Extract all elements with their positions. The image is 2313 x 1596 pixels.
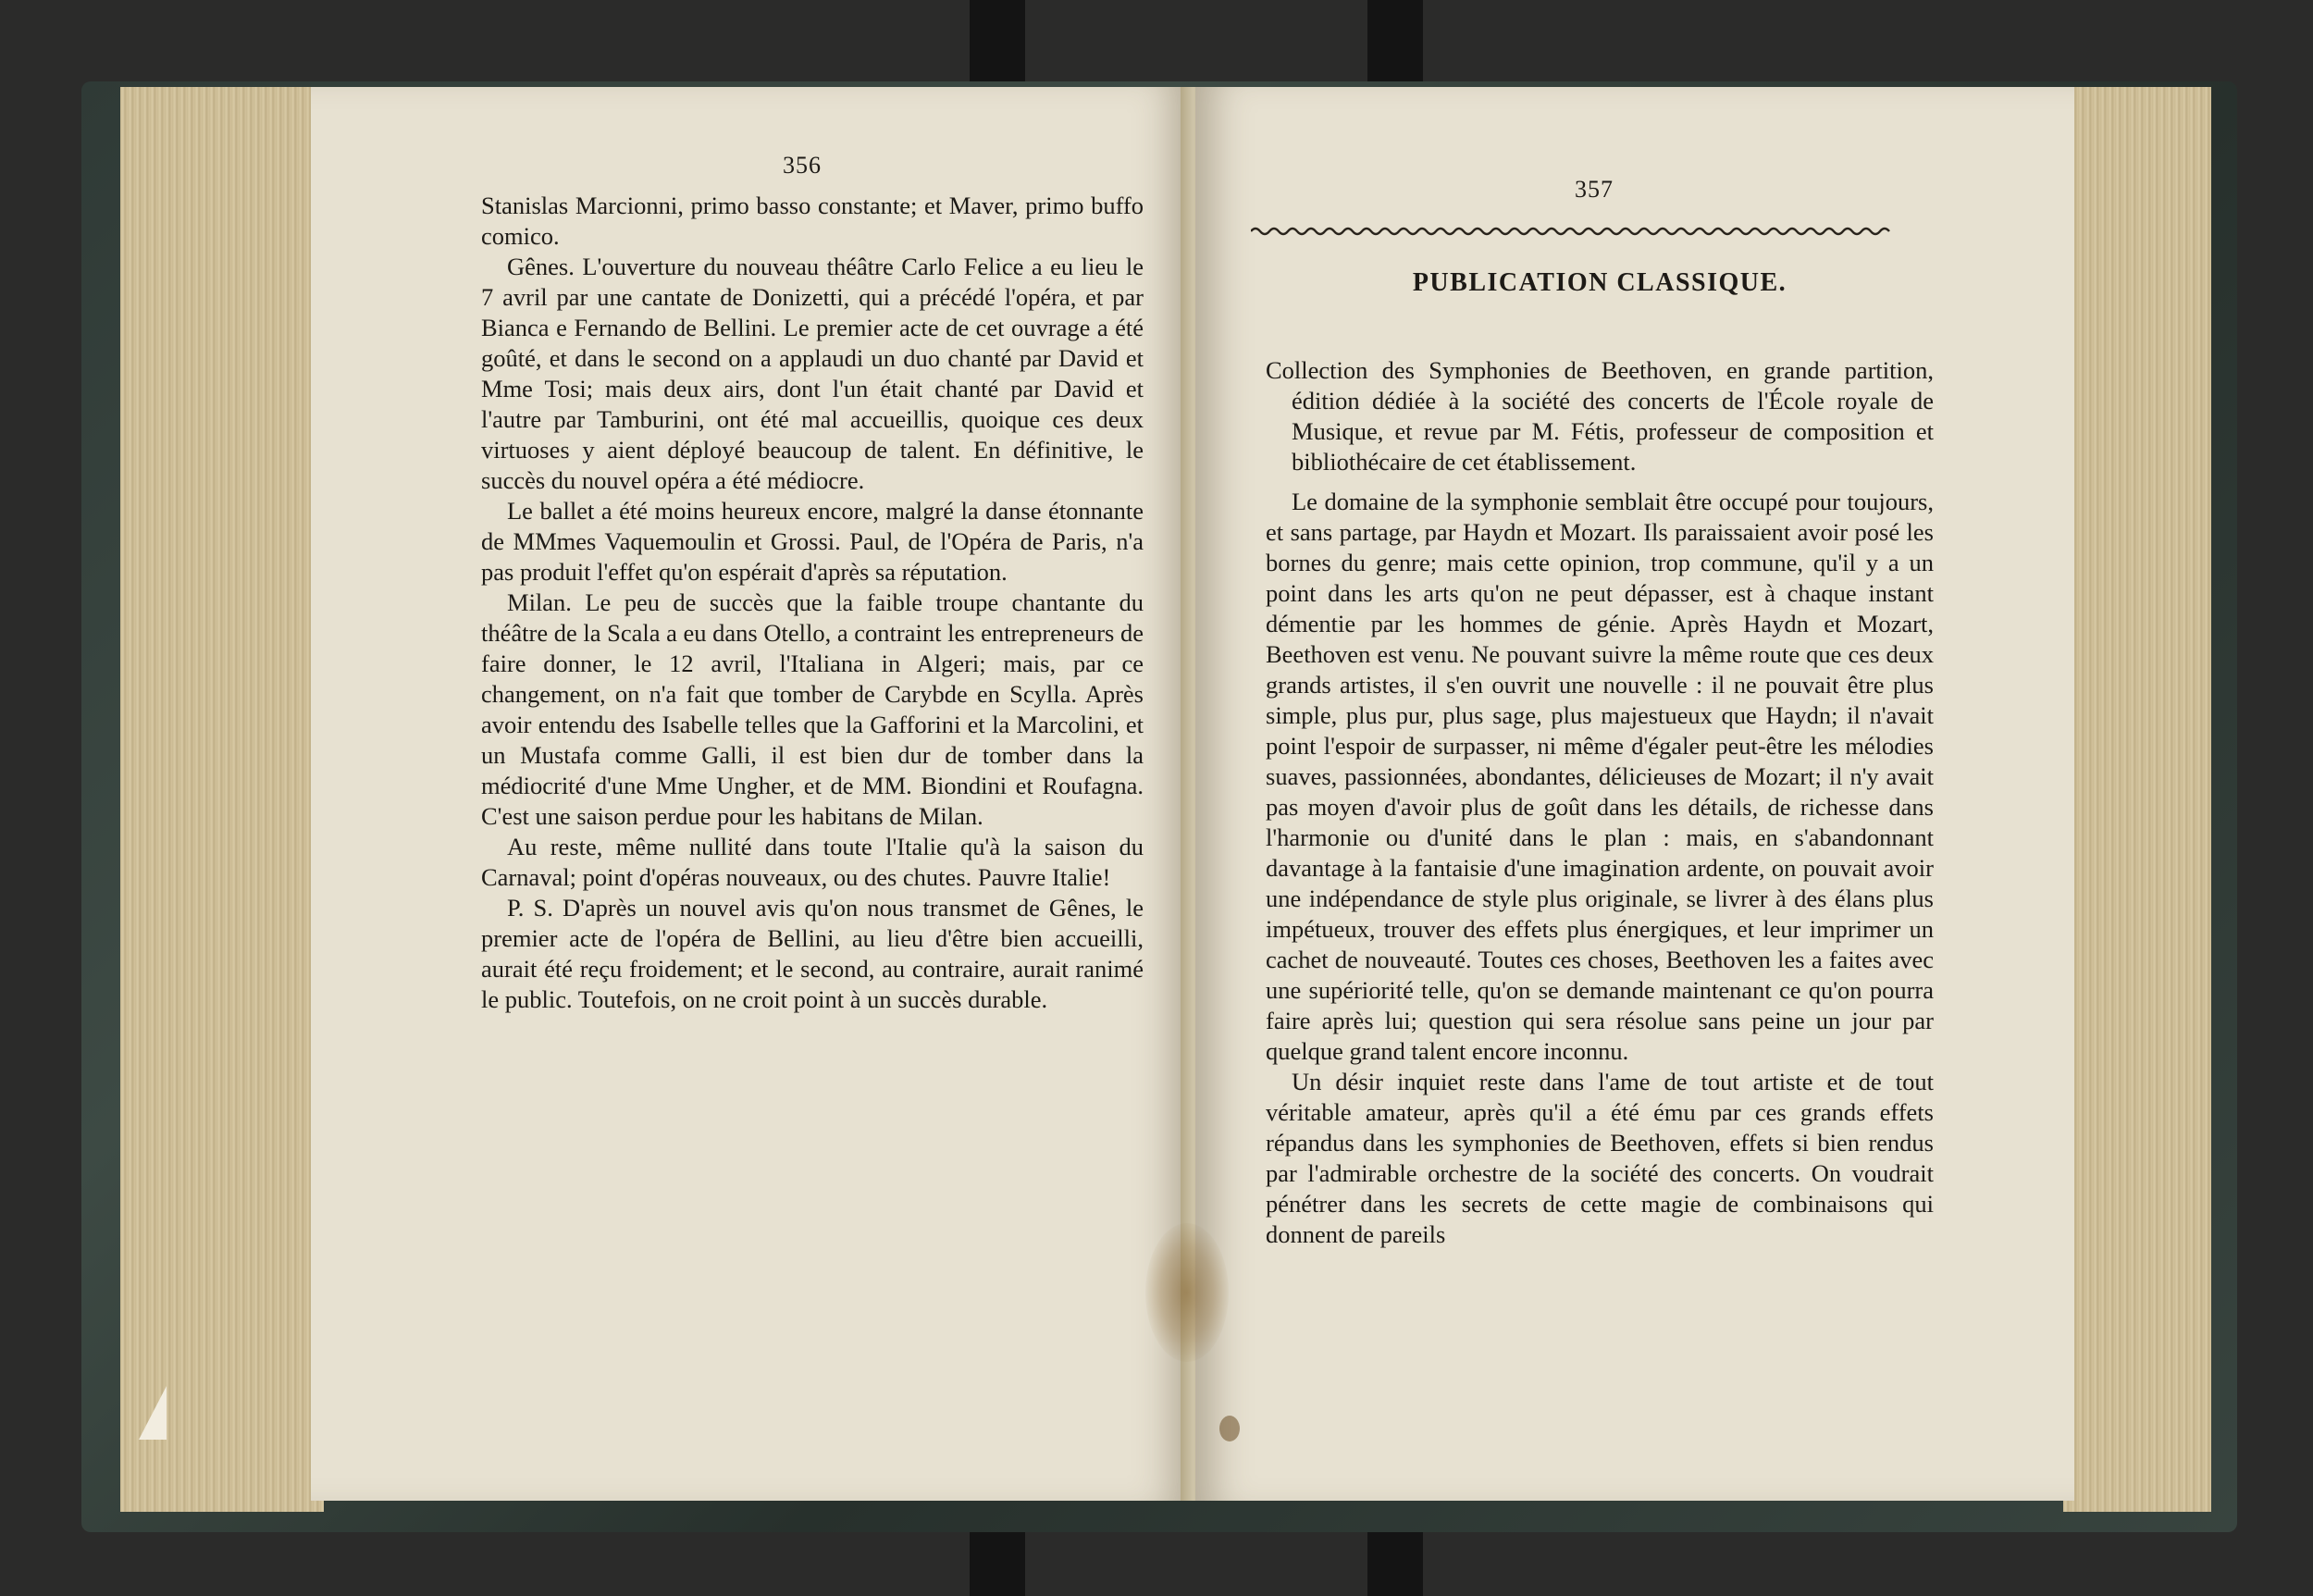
left-paragraph: Gênes. L'ouverture du nouveau théâtre Carlo Felice a eu lieu le 7 avril par une cantate de Donizetti, qui a précédé l'opéra, et par Bianca e Fernando de Bellini. Le premier acte de cet ouvrage a été goûté, et dans le second on a applaudi un duo chanté par David et Mme Tosi; mais deux airs, dont l'un était chanté par David et l'autre par Tamburini, ont été mal accueillis, quoique ces deux virtuoses y aient déployé beaucoup de talent. En définitive, le succès du nouvel opéra a été médiocre.: [481, 253, 1144, 494]
left-paragraph: Stanislas Marcionni, primo basso constante; et Maver, primo buffo comico.: [481, 192, 1144, 250]
right-paragraph: Un désir inquiet reste dans l'ame de tout artiste et de tout véritable amateur, après qu'il a été ému par ces grands effets répandus dans les symphonies de Beethoven, effets si bien rendus par l'admirable orchestre de la société des concerts. On voudrait pénétrer dans les secrets de cette magie de combinaisons qui donnent de pareils: [1266, 1068, 1934, 1248]
right-page-edges: [2063, 87, 2211, 1512]
left-page-number: 356: [783, 152, 822, 179]
water-stain-spot: [1219, 1416, 1240, 1441]
water-stain: [1145, 1223, 1229, 1362]
left-paragraph: Au reste, même nullité dans toute l'Italie qu'à la saison du Carnaval; point d'opéras nouveaux, ou des chutes. Pauvre Italie!: [481, 833, 1144, 891]
right-page: [1195, 87, 2074, 1501]
right-page-number: 357: [1575, 176, 1614, 203]
left-paragraph: P. S. D'après un nouvel avis qu'on nous transmet de Gênes, le premier acte de l'opéra de Bellini, au lieu d'être bien accueilli, aurait été reçu froidement; et le second, au contraire, aurait ranimé le public. Toutefois, on ne croit point à un succès durable.: [481, 894, 1144, 1013]
right-body: [1266, 355, 1934, 1250]
left-page: [311, 87, 1190, 1501]
left-paragraph: Milan. Le peu de succès que la faible troupe chantante du théâtre de la Scala a eu dans Otello, a contraint les entrepreneurs de faire donner, le 12 avril, l'Italiana in Algeri; mais, par ce changement, on n'a fait que tomber de Carybde en Scylla. Après avoir entendu des Isabelle telles que la Gafforini et la Marcolini, et un Mustafa comme Galli, il est bien dur de tomber dans la médiocrité d'une Mme Ungher, et de MM. Biondini et Roufagna. C'est une saison perdue pour les habitans de Milan.: [481, 588, 1144, 830]
right-text-column: [1266, 87, 1934, 1501]
left-paragraph: Le ballet a été moins heureux encore, malgré la danse étonnante de MMmes Vaquemoulin et Grossi. Paul, de l'Opéra de Paris, n'a pas produit l'effet qu'on espérait d'après sa réputation.: [481, 497, 1144, 586]
right-paragraph: Le domaine de la symphonie semblait être occupé pour toujours, et sans partage, par Haydn et Mozart. Ils paraissaient avoir posé les bornes du genre; mais cette opinion, trop commune, qu'il y a un point dans les arts qu'on ne peut dépasser, est à chaque instant démentie par les hommes de génie. Après Haydn et Mozart, Beethoven est venu. Ne pouvant suivre la même route que ces deux grands artistes, il s'en ouvrit une nouvelle : il ne pouvait être plus simple, plus pur, plus sage, plus majestueux que Haydn; il n'avait point l'espoir de surpasser, ni même d'égaler peut-être les mélodies suaves, passionnées, abondantes, délicieuses de Mozart; il n'y avait pas moyen d'avoir plus de goût dans les détails, de richesse dans l'harmonie ou d'unité dans le plan : mais, en s'abandonnant davantage à la fantaisie d'une imagination ardente, on pouvait avoir une indépendance de style plus originale, se livrer à des élans plus impétueux, trouver des effets plus énergiques, et leur imprimer un cachet de nouveauté. Toutes ces choses, Beethoven les a faites avec une supériorité telle, qu'on se demande maintenant ce qu'on pourra faire après lui; question qui sera résolue sans peine un jour par quelque grand talent encore inconnu.: [1266, 488, 1934, 1065]
right-paragraph: Collection des Symphonies de Beethoven, en grande partition, édition dédiée à la société des concerts de l'École royale de Musique, et revue par M. Fétis, professeur de composition et bibliothécaire de cet établissement.: [1266, 356, 1934, 476]
folded-corner: [139, 1386, 167, 1440]
left-text-column: [481, 191, 1144, 1015]
left-page-edges: [120, 87, 324, 1512]
section-title: PUBLICATION CLASSIQUE.: [1412, 268, 1787, 297]
